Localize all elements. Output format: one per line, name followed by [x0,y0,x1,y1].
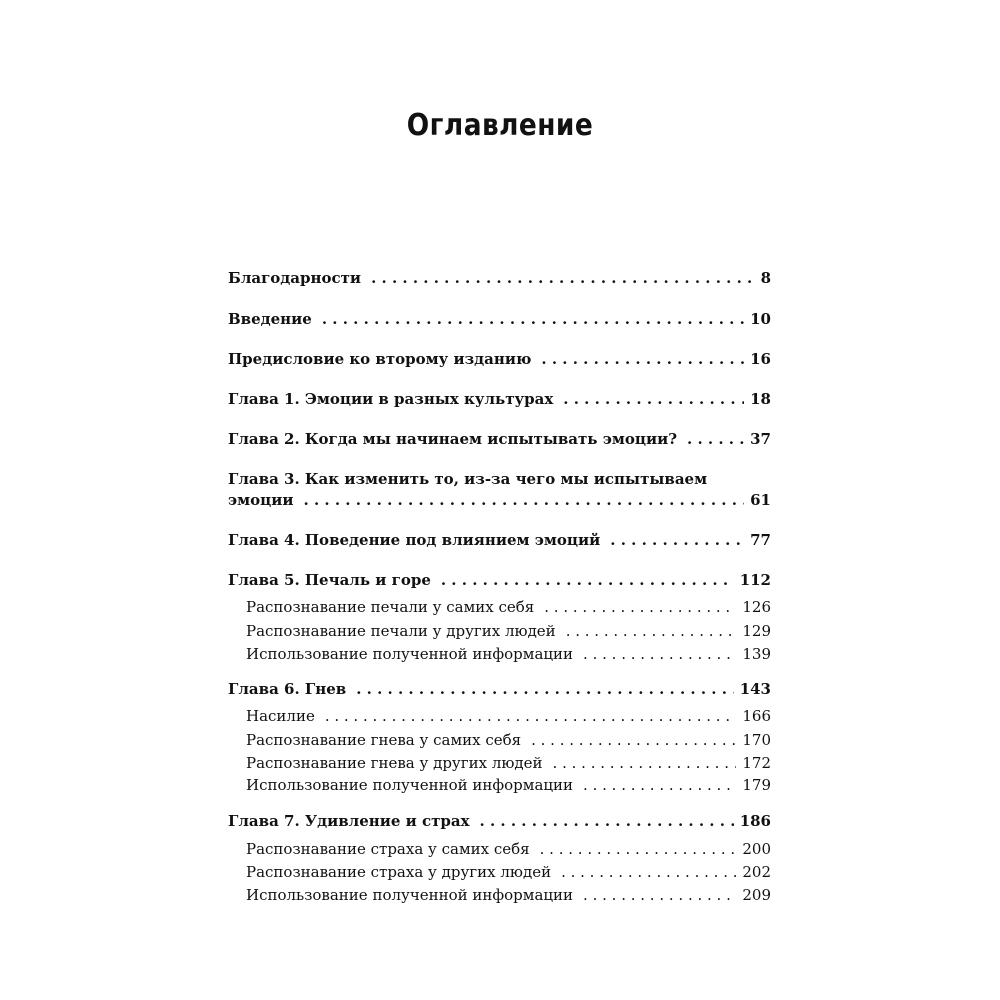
toc-subentry-page: 179 [742,776,771,794]
toc-entry-acknowledgements[interactable] [228,269,771,288]
toc-entry-label: Благодарности [228,269,362,287]
toc-subentry[interactable] [246,731,771,750]
toc-subentry-page: 200 [742,840,771,858]
dot-leader [371,269,755,288]
page-title: Оглавление [406,108,594,143]
dot-leader [304,491,745,510]
dot-leader [531,731,736,750]
toc-subentry[interactable] [246,598,771,617]
toc-entry-label: Глава 2. Когда мы начинаем испытывать эмоции? [228,430,677,448]
toc-entry-page: 8 [760,269,771,287]
toc-entry-page: 61 [750,491,771,509]
dot-leader [441,571,734,590]
toc-subentry[interactable] [246,776,771,795]
toc-entry-page: 112 [739,571,771,589]
dot-leader [325,707,737,726]
toc-entry-page: 186 [739,812,771,830]
dot-leader [480,812,734,831]
toc-entry-label: Глава 6. Гнев [228,680,347,698]
toc-entry-page: 18 [750,390,771,408]
toc-subentry-label: Распознавание гнева у других людей [246,754,543,772]
toc-subentry[interactable] [246,886,771,905]
toc-subentry[interactable] [246,863,771,882]
toc-entry-page: 16 [750,350,771,368]
toc-subentry-page: 126 [742,598,771,616]
dot-leader [561,863,736,882]
toc-entry-page: 37 [750,430,771,448]
toc-entry-chapter-3[interactable] [228,470,771,510]
dot-leader [583,776,736,795]
dot-leader [583,645,736,664]
toc-entry-label: Глава 4. Поведение под влиянием эмоций [228,531,601,549]
toc-entry-label-line2: эмоции [228,491,294,509]
toc-subentry-label: Распознавание страха у самих себя [246,840,530,858]
toc-subentry-label: Распознавание печали у других людей [246,622,556,640]
toc-subentry[interactable] [246,622,771,641]
toc-subentry[interactable] [246,754,771,773]
toc-subentry-label: Распознавание печали у самих себя [246,598,535,616]
toc-subentry-page: 139 [742,645,771,663]
toc-subentry-label: Использование полученной информации [246,886,574,904]
toc-entry-page: 10 [750,310,771,328]
dot-leader [356,680,733,699]
toc-entry-page: 77 [750,531,771,549]
toc-subentry[interactable] [246,645,771,664]
toc-subentry-page: 129 [742,622,771,640]
toc-entry-label: Введение [228,310,312,328]
toc-entry-chapter-7[interactable] [228,812,771,831]
toc-entry-label-line1: Глава 3. Как изменить то, из-за чего мы испытываем [228,470,708,488]
dot-leader [541,350,744,369]
toc-subentry-label: Распознавание гнева у самих себя [246,731,522,749]
toc-entry-chapter-4[interactable] [228,531,771,550]
dot-leader [563,390,744,409]
dot-leader [544,598,736,617]
dot-leader [610,531,744,550]
toc-subentry-page: 209 [742,886,771,904]
toc-subentry-label: Использование полученной информации [246,645,574,663]
toc-entry-chapter-5[interactable] [228,571,771,590]
toc-entry-label: Глава 7. Удивление и страх [228,812,470,830]
dot-leader [566,622,737,641]
toc-entry-chapter-2[interactable] [228,430,771,449]
toc-entry-label: Глава 5. Печаль и горе [228,571,431,589]
toc-entry-preface[interactable] [228,350,771,369]
toc-entry-label: Предисловие ко второму изданию [228,350,532,368]
toc-subentry-page: 202 [742,863,771,881]
dot-leader [322,310,744,329]
toc-subentry-page: 166 [742,707,771,725]
toc-entry-page: 143 [739,680,771,698]
toc-entry-label: Глава 1. Эмоции в разных культурах [228,390,554,408]
toc-subentry-label: Использование полученной информации [246,776,574,794]
toc-subentry[interactable] [246,707,771,726]
dot-leader [540,840,737,859]
toc-entry-chapter-1[interactable] [228,390,771,409]
toc-subentry-label: Насилие [246,707,315,725]
dot-leader [583,886,736,905]
dot-leader [687,430,744,449]
toc-subentry-page: 170 [742,731,771,749]
toc-entry-chapter-6[interactable] [228,680,771,699]
dot-leader [553,754,737,773]
toc-subentry-label: Распознавание страха у других людей [246,863,552,881]
toc-subentry-page: 172 [742,754,771,772]
toc-entry-introduction[interactable] [228,310,771,329]
toc-subentry[interactable] [246,840,771,859]
